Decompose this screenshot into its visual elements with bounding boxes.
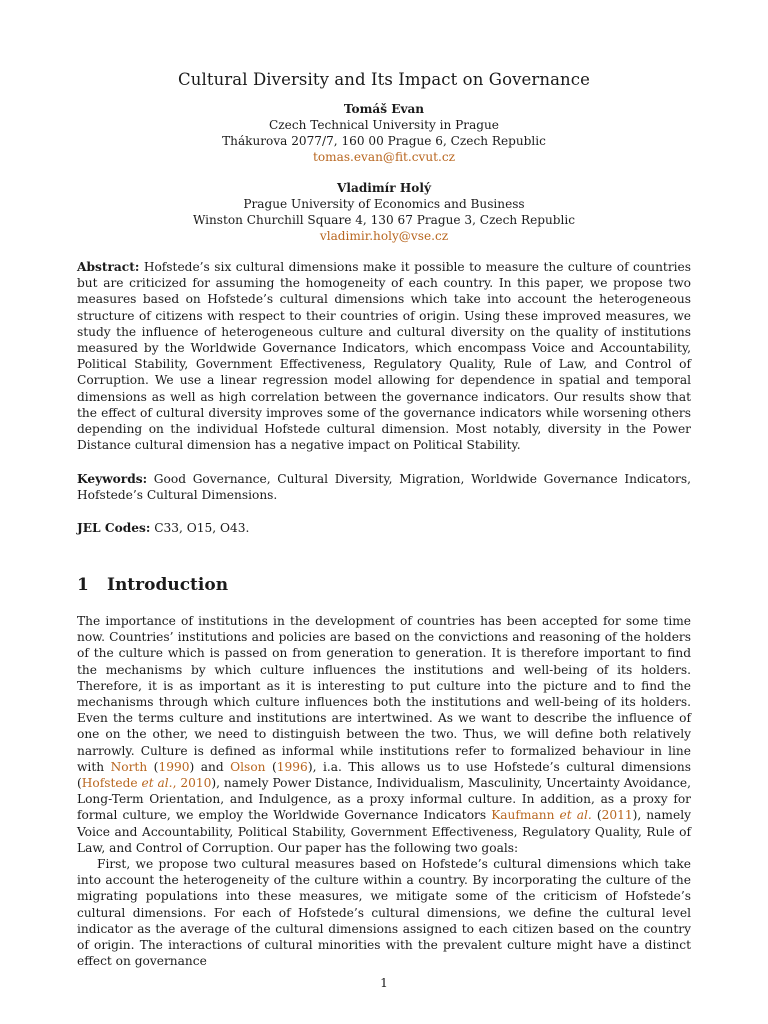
- text-run: Hofstede: [81, 776, 142, 791]
- citation-olson-year[interactable]: 1996: [276, 759, 308, 774]
- author-affiliation: Prague University of Economics and Business: [243, 197, 525, 211]
- citation-kaufmann[interactable]: [491, 808, 592, 822]
- section-number: 1: [77, 575, 89, 595]
- author-block-2: [0, 180, 768, 244]
- text-run: (: [591, 808, 602, 823]
- jel-codes: [77, 520, 691, 536]
- text-run: (: [147, 759, 159, 774]
- text-run: , 2010: [172, 776, 212, 791]
- section-title: Introduction: [107, 575, 229, 595]
- citation-north[interactable]: North: [110, 759, 148, 774]
- introduction-body: [77, 613, 691, 969]
- text-run: ) and: [189, 759, 231, 774]
- author-block-1: [0, 101, 768, 165]
- text-run: et al.: [141, 776, 173, 791]
- text-run: et al.: [559, 808, 592, 823]
- abstract: [77, 259, 691, 453]
- author-name: Tomáš Evan: [343, 102, 425, 116]
- keywords-label: Keywords:: [77, 472, 148, 486]
- text-run: The importance of institutions in the development of countries has been accepted for some time now. Countries’ institutions and policies are based on the convictions and reasoning of the holders of the culture which is passed on from generation to generation. It is therefore important to find the mechanisms by which culture influences the institutions and well-being of its holders. Therefore, it is as important as it is interesting to put culture into the picture and to find the mechanisms through which culture influences both the institutions and well-being of its holders. Even the terms culture and institutions are intertwined. As we want to describe the influence of one on the other, we need to distinguish between the two. Thus, we will define both relatively narrowly. Culture is defined as informal while institutions refer to formalized behaviour in line with: [77, 614, 691, 774]
- text-run: ), namely Power Distance, Individualism, Masculinity, Uncertainty Avoidance, Long-Term Orientation, and Indulgence, as a proxy informal culture. In addition, as a proxy for formal culture, we employ the Worldwide Governance Indicators: [77, 776, 692, 823]
- author-email-link[interactable]: tomas.evan@fit.cvut.cz: [313, 150, 455, 164]
- author-name: Vladimír Holý: [337, 181, 431, 195]
- abstract-text: Hofstede’s six cultural dimensions make it possible to measure the culture of countries but are criticized for assuming the homogeneity of each country. In this paper, we propose two measures based on Hofstede’s cultural dimensions which take into account the heterogeneous structure of citizens with respect to their countries of origin. Using these improved measures, we study the influence of heterogeneous culture and cultural diversity on the quality of institutions measured by the Worldwide Governance Indicators, which encompass Voice and Accountability, Political Stability, Government Effectiveness, Regulatory Quality, Rule of Law, and Control of Corruption. We use a linear regression model allowing for dependence in spatial and temporal dimensions as well as high correlation between the governance indicators. Our results show that the effect of cultural diversity improves some of the governance indicators while worsening others depending on the individual Hofstede cultural dimension. Most notably, diversity in the Power Distance cultural dimension has a negative impact on Political Stability.: [77, 260, 692, 453]
- jel-text: C33, O15, O43.: [154, 521, 250, 535]
- author-affiliation: Czech Technical University in Prague: [269, 118, 499, 132]
- author-email-link[interactable]: vladimir.holy@vse.cz: [319, 229, 449, 243]
- text-run: ), i.a. This allows us to use Hofstede’s cultural dimensions (: [77, 759, 692, 791]
- page-number: 1: [380, 976, 388, 990]
- citation-hofstede[interactable]: [82, 776, 212, 790]
- keywords-text: Good Governance, Cultural Diversity, Migration, Worldwide Governance Indicators, Hofstede’s Cultural Dimensions.: [77, 472, 691, 503]
- author-address: Winston Churchill Square 4, 130 67 Prague 3, Czech Republic: [192, 213, 576, 227]
- citation-olson[interactable]: Olson: [230, 759, 266, 774]
- section-heading: [77, 575, 228, 595]
- jel-label: JEL Codes:: [77, 521, 151, 535]
- text-run: Kaufmann: [491, 808, 560, 823]
- abstract-label: Abstract:: [77, 260, 140, 274]
- citation-north-year[interactable]: 1990: [158, 759, 190, 774]
- paper-title: Cultural Diversity and Its Impact on Governance: [178, 70, 590, 89]
- text-run: ), namely Voice and Accountability, Political Stability, Government Effectiveness, Regulatory Quality, Rule of Law, and Control of Corruption. Our paper has the following two goals:: [77, 808, 691, 855]
- intro-paragraph-2: First, we propose two cultural measures based on Hofstede’s cultural dimensions which take into account the heterogeneity of the culture within a country. By incorporating the culture of the migrating populations into these measures, we mitigate some of the criticism of Hofstede’s cultural dimensions. For each of Hofstede’s cultural dimensions, we define the cultural level indicator as the average of the cultural dimensions assigned to each citizen based on the country of origin. The interactions of cultural minorities with the prevalent culture might have a distinct effect on governance: [77, 857, 691, 969]
- text-run: (: [265, 759, 277, 774]
- author-address: Thákurova 2077/7, 160 00 Prague 6, Czech Republic: [222, 134, 546, 148]
- citation-kaufmann-year[interactable]: 2011: [601, 808, 633, 823]
- keywords: [77, 471, 691, 503]
- intro-paragraph-1: [77, 613, 691, 856]
